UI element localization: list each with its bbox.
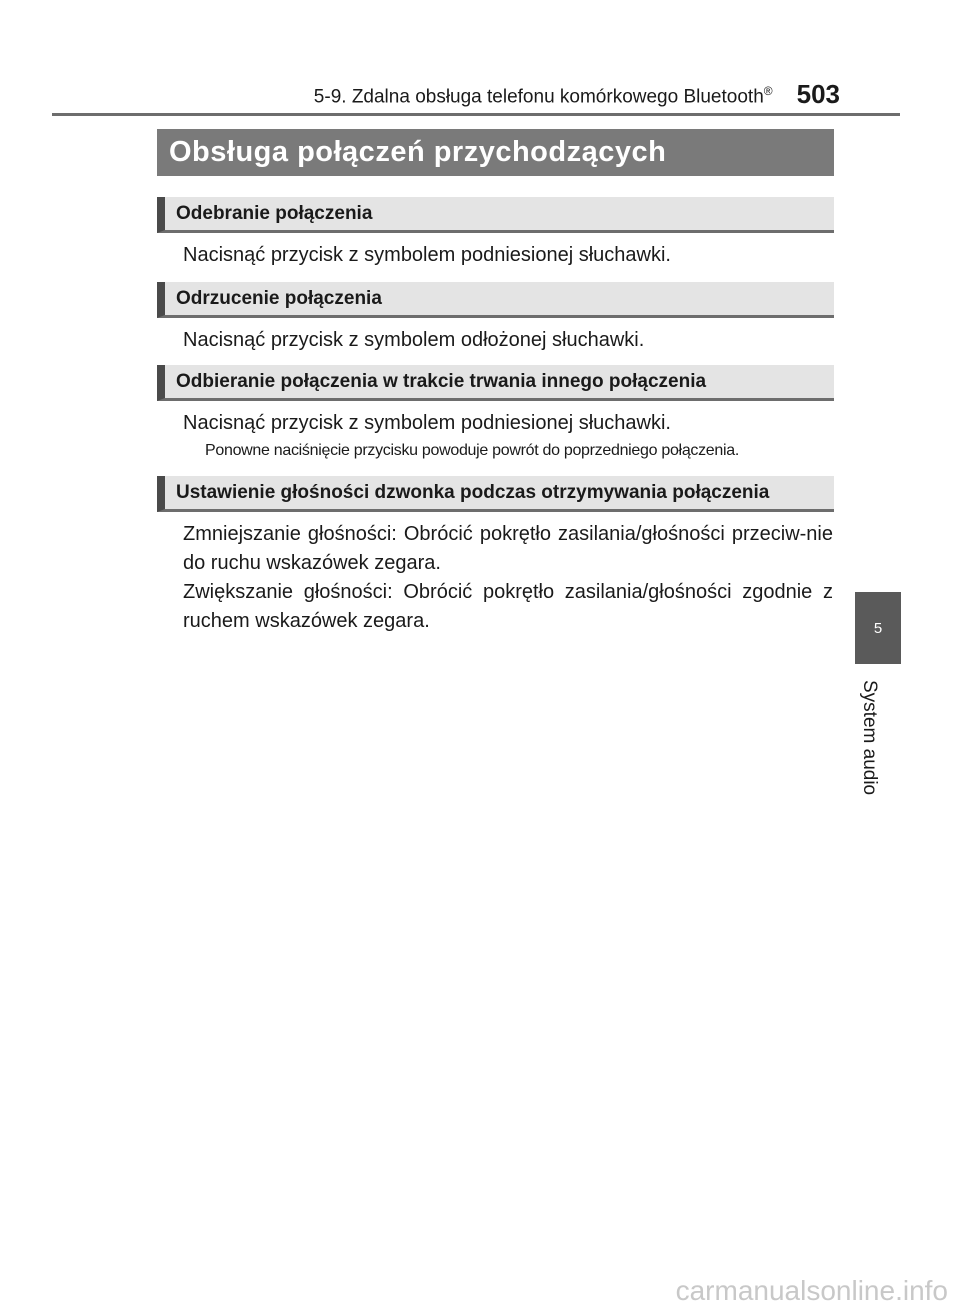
watermark: carmanualsonline.info xyxy=(675,1275,948,1306)
section-title: Obsługa połączeń przychodzących xyxy=(157,129,834,176)
header-rule xyxy=(52,113,900,116)
note-call-waiting: Ponowne naciśnięcie przycisku powoduje powrót do poprzedniego połączenia. xyxy=(205,442,740,459)
chapter-tab: 5 xyxy=(855,592,901,664)
subheading-ring-volume: Ustawienie głośności dzwonka podczas otrzymywania połączenia xyxy=(157,476,834,512)
running-header xyxy=(300,79,840,112)
running-title: 5-9. Zdalna obsługa telefonu komórkowego Bluetooth® xyxy=(313,83,773,107)
body-text-volume-up: Zwiększanie głośności: Obrócić pokrętło zasilania/głośności zgodnie z ruchem wskazówek zegara. xyxy=(183,581,833,632)
registered-mark: ® xyxy=(763,83,773,98)
body-text-call-waiting: Nacisnąć przycisk z symbolem podniesionej słuchawki. xyxy=(183,412,671,434)
subheading-reject-call: Odrzucenie połączenia xyxy=(157,282,834,318)
subheading-call-waiting: Odbieranie połączenia w trakcie trwania innego połączenia xyxy=(157,365,834,401)
subheading-answer-call: Odebranie połączenia xyxy=(157,197,834,233)
body-text-reject-call: Nacisnąć przycisk z symbolem odłożonej słuchawki. xyxy=(183,329,645,351)
body-text-volume-down: Zmniejszanie głośności: Obrócić pokrętło zasilania/głośności przeciw-nie do ruchu wskazówek zegara. xyxy=(183,523,833,574)
chapter-label: System audio xyxy=(859,680,880,796)
body-text-answer-call: Nacisnąć przycisk z symbolem podniesionej słuchawki. xyxy=(183,244,671,266)
page-number: 503 xyxy=(796,79,840,109)
